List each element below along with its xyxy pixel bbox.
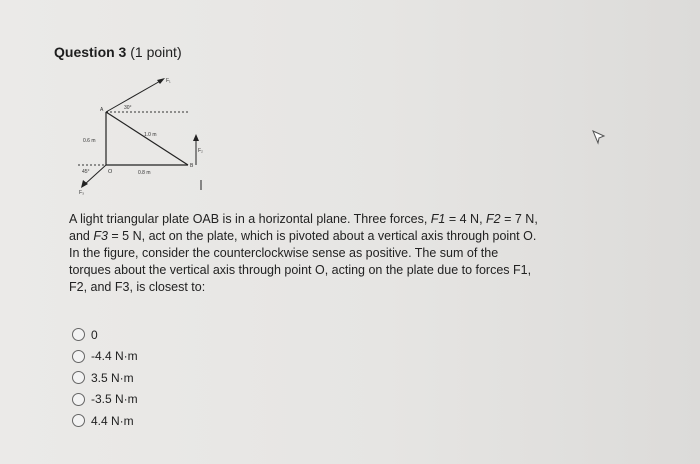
label-f1: F₁: [166, 78, 171, 84]
question-points: (1 point): [130, 44, 182, 60]
label-hyp: 1.0 m: [144, 132, 157, 138]
question-line-5: F2, and F3, is closest to:: [69, 280, 206, 294]
label-b: B: [190, 163, 194, 169]
label-angle-bottom: 45°: [82, 169, 90, 175]
choice-label: 0: [91, 327, 98, 342]
mouse-cursor-icon: [592, 130, 606, 146]
question-line-3: In the figure, consider the counterclockwise sense as positive. The sum of the: [69, 246, 499, 260]
question-title: Question 3: [54, 44, 127, 60]
radio-button[interactable]: [72, 393, 85, 406]
label-side: 0.6 m: [83, 138, 96, 144]
radio-button[interactable]: [72, 414, 85, 427]
radio-button[interactable]: [72, 328, 85, 341]
label-f3: F₃: [79, 190, 85, 196]
choice-label: -4.4 N·m: [91, 349, 138, 363]
choice-0[interactable]: [72, 325, 138, 344]
triangle-figure: [70, 72, 220, 197]
side-ab: [106, 112, 188, 165]
f3-arrowhead: [81, 180, 88, 188]
radio-button[interactable]: [72, 350, 85, 363]
choice-label: -3.5 N·m: [91, 392, 138, 406]
choice-4[interactable]: [72, 411, 138, 430]
choice-3[interactable]: [72, 390, 138, 409]
label-base: 0.8 m: [138, 170, 151, 176]
question-line-4: torques about the vertical axis through point O, acting on the plate due to forces F1,: [69, 263, 532, 277]
choice-label: 3.5 N·m: [91, 370, 134, 385]
question-line-2: and F3 = 5 N, act on the plate, which is pivoted about a vertical axis through point O.: [69, 229, 537, 243]
label-o: O: [108, 169, 113, 175]
question-line-1: A light triangular plate OAB is in a horizontal plane. Three forces, F1 = 4 N, F2 = 7 N,: [69, 212, 538, 226]
label-a: A: [100, 107, 104, 113]
choice-2[interactable]: [72, 368, 138, 387]
f2-arrowhead: [193, 134, 199, 141]
label-angle: 30°: [124, 105, 132, 111]
answer-choices: [72, 325, 138, 433]
choice-label: 4.4 N·m: [91, 413, 134, 428]
f1-arrow: [106, 80, 162, 112]
f1-arrowhead: [157, 78, 165, 84]
choice-1[interactable]: [72, 347, 138, 366]
label-f2: F₂: [198, 148, 203, 154]
f3-arrow: [84, 165, 106, 185]
question-body: [69, 211, 609, 296]
question-header: [54, 44, 182, 60]
radio-button[interactable]: [72, 371, 85, 384]
